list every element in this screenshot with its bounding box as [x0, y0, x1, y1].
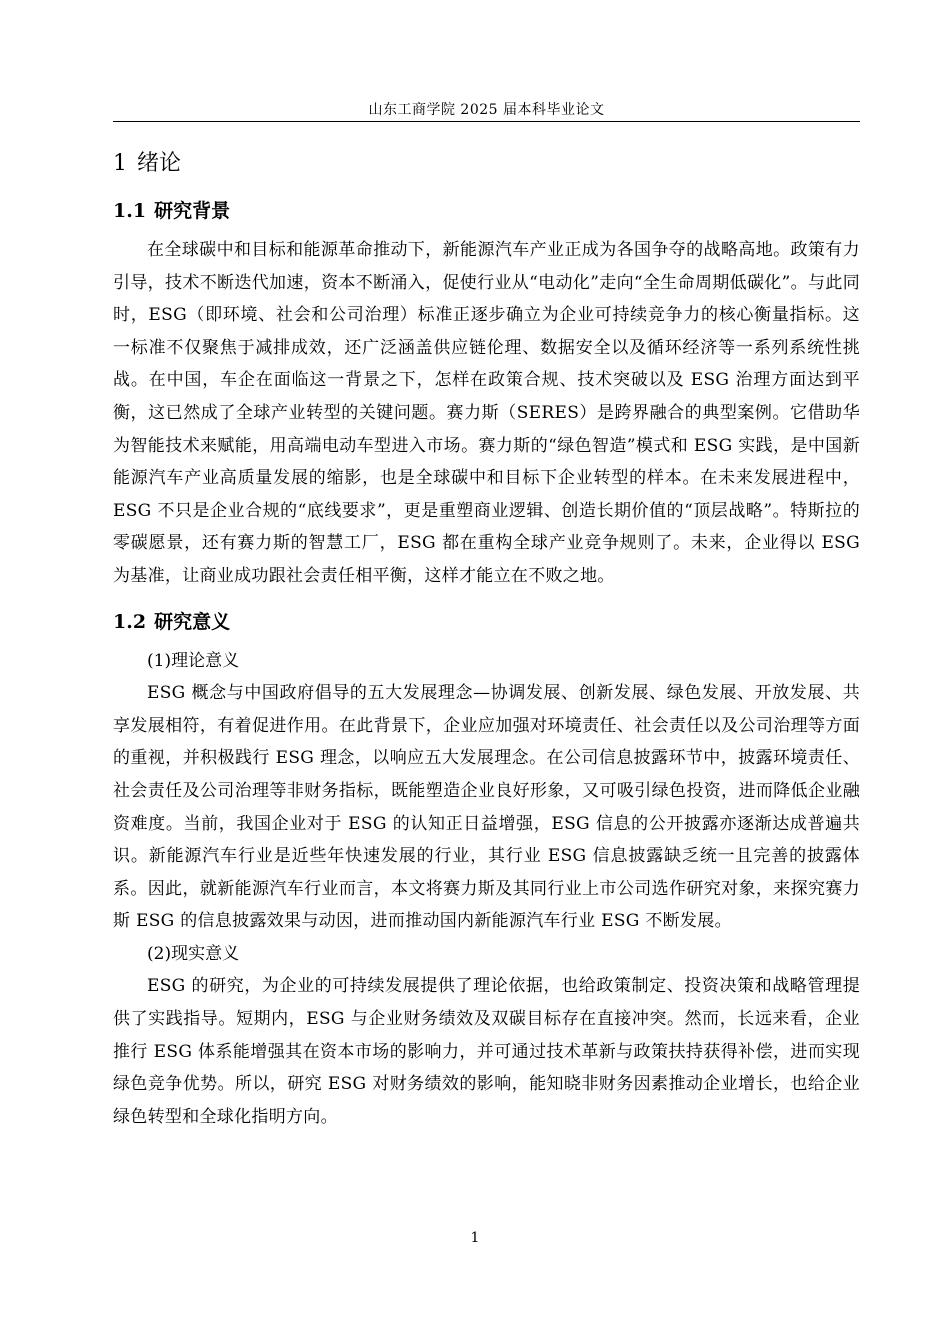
section-number: 1.2	[113, 610, 147, 633]
chapter-number: 1	[113, 151, 127, 176]
chapter-heading	[113, 146, 860, 182]
background-paragraph: 在全球碳中和目标和能源革命推动下，新能源汽车产业正成为各国争夺的战略高地。政策有力引导，技术不断迭代加速，资本不断涌入，促使行业从“电动化”走向“全生命周期低碳化”。与此同时，ESG（即环境、社会和公司治理）标准正逐步确立为企业可持续竞争力的核心衡量指标。这一标准不仅聚焦于减排成效，还广泛涵盖供应链伦理、数据安全以及循环经济等一系列系统性挑战。在中国，车企在面临这一背景之下，怎样在政策合规、技术突破以及 ESG 治理方面达到平衡，这已然成了全球产业转型的关键问题。赛力斯（SERES）是跨界融合的典型案例。它借助华为智能技术来赋能，用高端电动车型进入市场。赛力斯的“绿色智造”模式和 ESG 实践，是中国新能源汽车产业高质量发展的缩影，也是全球碳中和目标下企业转型的样本。在未来发展进程中，ESG 不只是企业合规的“底线要求”，更是重塑商业逻辑、创造长期价值的“顶层战略”。特斯拉的零碳愿景，还有赛力斯的智慧工厂，ESG 都在重构全球产业竞争规则了。未来，企业得以 ESG 为基准，让商业成功跟社会责任相平衡，这样才能立在不败之地。	[113, 240, 860, 586]
section-title: 研究背景	[154, 200, 231, 222]
section-title: 研究意义	[154, 610, 231, 633]
theory-paragraph: ESG 概念与中国政府倡导的五大发展理念—协调发展、创新发展、绿色发展、开放发展、共享发展相符，有着促进作用。在此背景下，企业应加强对环境责任、社会责任以及公司治理等方面的重视，并积极践行 ESG 理念，以响应五大发展理念。在公司信息披露环节中，披露环境责任、社会责任及公司治理等非财务指标，既能塑造企业良好形象，又可吸引绿色投资，进而降低企业融资难度。当前，我国企业对于 ESG 的认知正日益增强，ESG 信息的公开披露亦逐渐达成普遍共识。新能源汽车行业是近些年快速发展的行业，其行业 ESG 信息披露缺乏统一且完善的披露体系。因此，就新能源汽车行业而言，本文将赛力斯及其同行业上市公司选作研究对象，来探究赛力斯 ESG 的信息披露效果与动因，进而推动国内新能源汽车行业 ESG 不断发展。	[113, 683, 860, 932]
header-rule	[113, 121, 860, 122]
practice-paragraph: ESG 的研究，为企业的可持续发展提供了理论依据，也给政策制定、投资决策和战略管理提供了实践指导。短期内，ESG 与企业财务绩效及双碳目标存在直接冲突。然而，长远来看，企业推行 ESG 体系能增强其在资本市场的影响力，并可通过技术革新与政策扶持获得补偿，进而实现绿色竞争优势。所以，研究 ESG 对财务绩效的影响，能知晓非财务因素推动企业增长，也给企业绿色转型和全球化指明方向。	[113, 976, 860, 1127]
chapter-title: 绪论	[137, 151, 182, 176]
section-heading-significance	[113, 607, 860, 637]
section-number: 1.1	[113, 200, 147, 222]
page-number: 1	[470, 1230, 480, 1246]
page-content	[113, 146, 860, 1133]
running-header: 山东工商学院 2025 届本科毕业论文	[368, 102, 605, 118]
subsection-label-practice: (2)现实意义	[147, 943, 240, 964]
section-heading-background	[113, 196, 860, 226]
subsection-label-theory: (1)理论意义	[147, 650, 240, 671]
